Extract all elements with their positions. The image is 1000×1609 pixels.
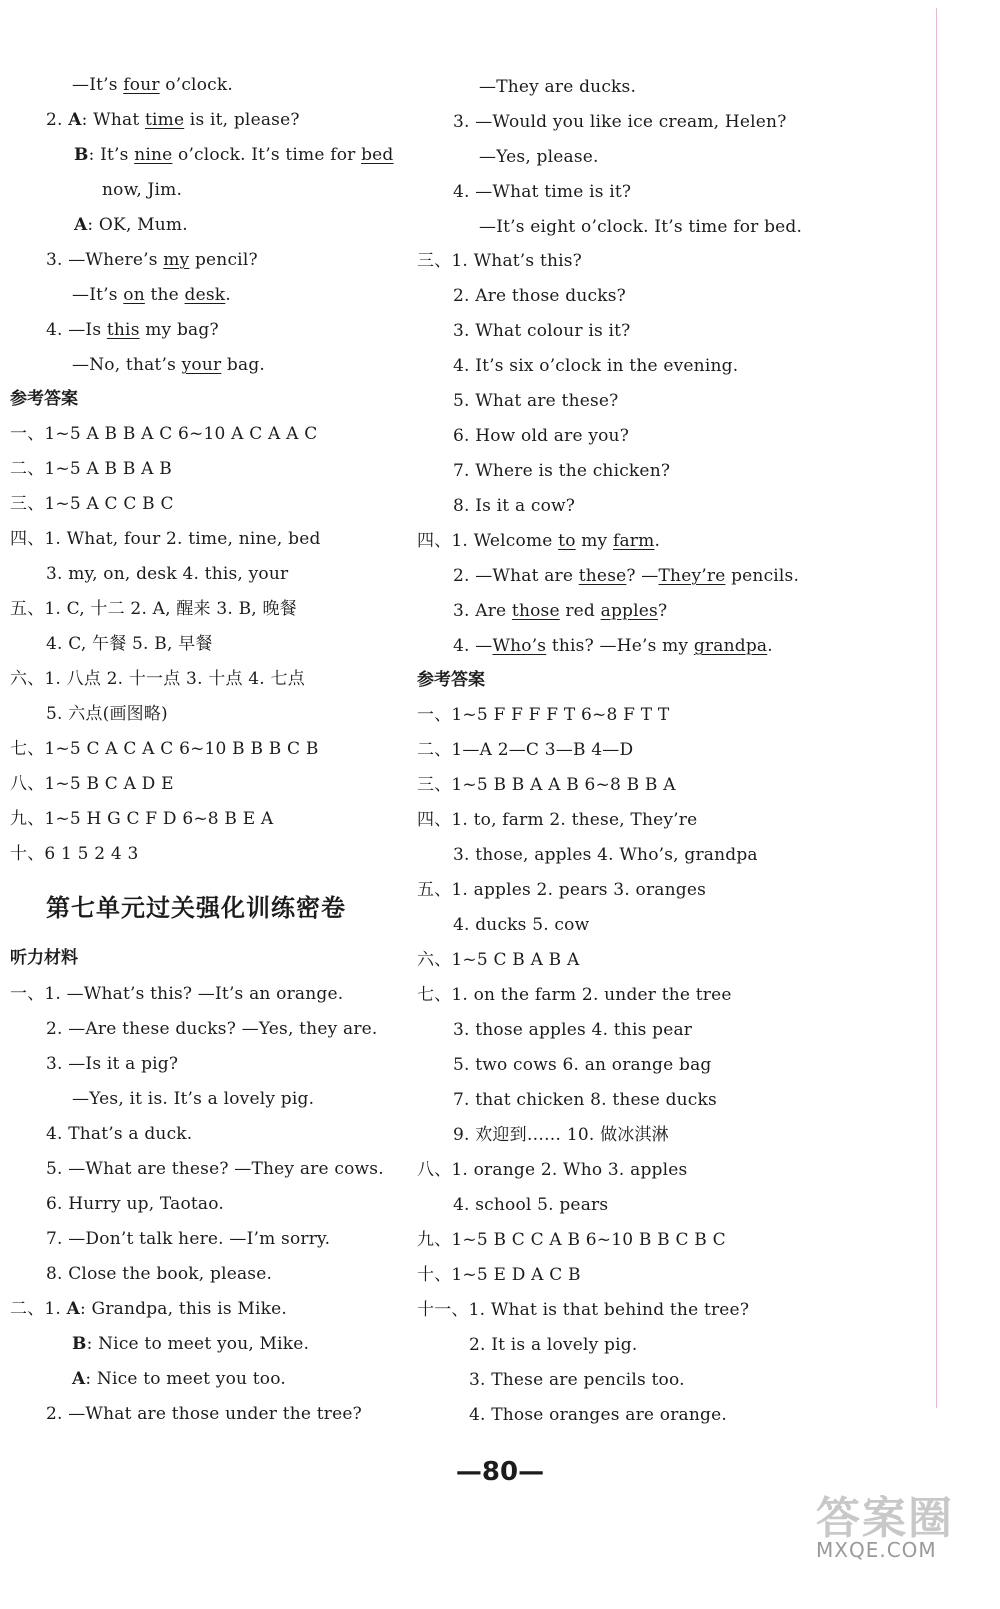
text-line <box>46 563 288 585</box>
filled-answer: grandpa <box>693 636 768 656</box>
text-line <box>453 320 630 342</box>
text-line <box>417 984 732 1006</box>
text-segment: 2. —Are these ducks? —Yes, they are. <box>46 1019 378 1039</box>
text-line <box>10 528 321 550</box>
text-line <box>453 1194 608 1216</box>
text-segment: 一、1~5 A B B A C 6~10 A C A A C <box>10 424 318 444</box>
text-segment: 4. That’s a duck. <box>46 1124 193 1144</box>
text-segment: —They are ducks. <box>479 77 637 97</box>
text-segment: . <box>654 531 661 551</box>
text-line <box>417 250 582 272</box>
text-segment: 5. two cows 6. an orange bag <box>453 1055 712 1075</box>
text-line <box>453 600 667 622</box>
text-line <box>453 111 787 133</box>
text-segment: —It’s <box>72 285 124 305</box>
text-segment: 8. Close the book, please. <box>46 1264 273 1284</box>
text-segment: B <box>72 1334 87 1354</box>
text-line <box>417 704 669 726</box>
text-segment: B <box>74 145 89 165</box>
text-segment: A <box>72 1369 86 1389</box>
text-line <box>72 1368 286 1390</box>
filled-answer: your <box>181 355 222 375</box>
text-segment: 3. my, on, desk 4. this, your <box>46 564 289 584</box>
text-segment: : What <box>81 110 145 130</box>
text-line <box>72 284 231 306</box>
text-segment: 十、6 1 5 2 4 3 <box>10 844 139 864</box>
text-line <box>72 1333 309 1355</box>
text-segment: 2. Are those ducks? <box>453 286 626 306</box>
text-segment: now, Jim. <box>102 180 183 200</box>
text-segment: 六、1~5 C B A B A <box>417 950 580 970</box>
text-segment: 7. that chicken 8. these ducks <box>453 1090 717 1110</box>
text-line <box>453 181 631 203</box>
text-segment: . <box>225 285 231 305</box>
text-segment: 5. 六点(画图略) <box>46 704 168 724</box>
text-segment: 2. —What are those under the tree? <box>46 1404 362 1424</box>
text-line <box>417 949 579 971</box>
text-line <box>417 879 706 901</box>
watermark-chars: 答案圈 <box>816 1493 954 1544</box>
text-segment: 3. —Would you like ice cream, Helen? <box>453 112 787 132</box>
text-segment: o’clock. It’s time for <box>172 145 362 165</box>
text-segment: 三、1. What’s this? <box>417 251 582 271</box>
text-segment: 十一、1. What is that behind the tree? <box>417 1300 750 1320</box>
text-line <box>46 633 213 655</box>
filled-answer: desk <box>184 285 226 305</box>
text-line <box>46 1018 378 1040</box>
text-line <box>479 76 636 98</box>
text-segment: —Yes, it is. It’s a lovely pig. <box>72 1089 315 1109</box>
text-line <box>469 1404 727 1426</box>
text-segment: 4. It’s six o’clock in the evening. <box>453 356 739 376</box>
text-segment: 4. school 5. pears <box>453 1195 609 1215</box>
section-title: 第七单元过关强化训练密卷 <box>46 894 346 922</box>
text-line <box>46 1228 330 1250</box>
text-line <box>74 144 394 166</box>
text-line <box>46 1263 272 1285</box>
text-line <box>46 319 219 341</box>
filled-answer: those <box>511 601 560 621</box>
text-segment: 2. —What are <box>453 566 579 586</box>
text-segment: : OK, Mum. <box>87 215 188 235</box>
text-segment: 6. How old are you? <box>453 426 630 446</box>
text-line <box>417 1264 581 1286</box>
text-segment: 4. —Is <box>46 320 107 340</box>
text-line <box>10 843 139 865</box>
text-segment: 二、1—A 2—C 3—B 4—D <box>417 740 634 760</box>
text-line <box>453 844 758 866</box>
text-line <box>453 495 575 517</box>
text-segment: 六、1. 八点 2. 十一点 3. 十点 4. 七点 <box>10 669 305 689</box>
text-segment: 4. —What time is it? <box>453 182 632 202</box>
text-segment: 五、1. apples 2. pears 3. oranges <box>417 880 707 900</box>
text-line <box>453 1019 692 1041</box>
text-segment: 八、1~5 B C A D E <box>10 774 174 794</box>
text-segment: red <box>559 601 601 621</box>
text-segment: 3. What colour is it? <box>453 321 631 341</box>
text-line <box>453 1124 669 1146</box>
text-line <box>453 355 738 377</box>
text-line <box>479 216 802 238</box>
text-segment: —It’s <box>72 75 124 95</box>
text-segment: bag. <box>221 355 266 375</box>
text-line <box>417 1159 687 1181</box>
text-segment: 2. It is a lovely pig. <box>469 1335 638 1355</box>
text-segment: 二、1~5 A B B A B <box>10 459 172 479</box>
text-line <box>10 1298 287 1320</box>
text-segment: 4. — <box>453 636 493 656</box>
text-segment: 三、1~5 B B A A B 6~8 B B A <box>417 775 676 795</box>
text-segment: 二、1. <box>10 1299 67 1319</box>
text-segment: the <box>144 285 185 305</box>
filled-answer: my <box>163 250 190 270</box>
text-segment: : Grandpa, this is Mike. <box>80 1299 287 1319</box>
filled-answer: this <box>106 320 140 340</box>
filled-answer: four <box>123 75 160 95</box>
section-heading: 听力材料 <box>10 948 78 968</box>
text-line <box>10 983 343 1005</box>
text-line <box>46 109 300 131</box>
text-line <box>72 1088 314 1110</box>
text-segment: 4. ducks 5. cow <box>453 915 590 935</box>
text-line <box>417 1229 726 1251</box>
text-segment: 7. Where is the chicken? <box>453 461 671 481</box>
filled-answer: time <box>144 110 185 130</box>
text-segment: pencil? <box>189 250 258 270</box>
text-segment: 5. What are these? <box>453 391 619 411</box>
text-segment: 3. —Is it a pig? <box>46 1054 179 1074</box>
text-line <box>453 1089 717 1111</box>
text-line <box>10 598 297 620</box>
text-line <box>453 1054 711 1076</box>
watermark-logo <box>812 1478 972 1578</box>
text-line <box>46 1158 384 1180</box>
text-line <box>453 460 670 482</box>
text-segment: 四、1. What, four 2. time, nine, bed <box>10 529 321 549</box>
filled-answer: on <box>123 285 145 305</box>
text-segment: —Yes, please. <box>479 147 599 167</box>
text-line <box>72 74 233 96</box>
text-segment: 一、1~5 F F F F T 6~8 F T T <box>417 705 670 725</box>
text-segment: 3. those, apples 4. Who’s, grandpa <box>453 845 758 865</box>
text-line <box>453 565 799 587</box>
text-segment: 八、1. orange 2. Who 3. apples <box>417 1160 688 1180</box>
filled-answer: Who’s <box>492 636 547 656</box>
text-line <box>10 738 319 760</box>
text-line <box>479 146 599 168</box>
text-segment: —It’s eight o’clock. It’s time for bed. <box>479 217 803 237</box>
text-line <box>10 773 174 795</box>
text-segment: : Nice to meet you, Mike. <box>86 1334 310 1354</box>
text-line <box>46 1193 224 1215</box>
text-segment: my bag? <box>139 320 219 340</box>
text-segment: 七、1~5 C A C A C 6~10 B B B C B <box>10 739 319 759</box>
text-segment: 七、1. on the farm 2. under the tree <box>417 985 732 1005</box>
text-segment: 4. Those oranges are orange. <box>469 1405 727 1425</box>
text-segment: ? — <box>626 566 659 586</box>
text-segment: 3. These are pencils too. <box>469 1370 685 1390</box>
filled-answer: to <box>558 531 576 551</box>
text-line <box>417 774 676 796</box>
text-segment: 7. —Don’t talk here. —I’m sorry. <box>46 1229 331 1249</box>
text-segment: . <box>767 636 773 656</box>
filled-answer: bed <box>361 145 394 165</box>
text-segment: 三、1~5 A C C B C <box>10 494 174 514</box>
text-line <box>10 808 273 830</box>
text-line <box>46 1053 178 1075</box>
text-segment: o’clock. <box>159 75 233 95</box>
filled-answer: these <box>578 566 627 586</box>
text-line <box>453 914 589 936</box>
text-segment: this? —He’s my <box>546 636 694 656</box>
text-line <box>417 530 660 552</box>
text-line <box>469 1334 637 1356</box>
text-line <box>453 285 626 307</box>
text-segment: pencils. <box>725 566 800 586</box>
text-line <box>72 354 265 376</box>
text-segment: —No, that’s <box>72 355 182 375</box>
filled-answer: nine <box>134 145 173 165</box>
text-line <box>453 425 629 447</box>
text-line <box>102 179 182 201</box>
text-line <box>469 1369 685 1391</box>
text-segment: 3. Are <box>453 601 512 621</box>
text-segment: 九、1~5 H G C F D 6~8 B E A <box>10 809 274 829</box>
text-segment: 6. Hurry up, Taotao. <box>46 1194 224 1214</box>
text-segment: 十、1~5 E D A C B <box>417 1265 581 1285</box>
text-segment: A <box>68 110 82 130</box>
watermark-url: MXQE.COM <box>816 1538 937 1562</box>
text-line <box>453 390 618 412</box>
text-segment: ? <box>657 601 668 621</box>
text-line <box>74 214 188 236</box>
text-line <box>10 423 317 445</box>
text-segment: 8. Is it a cow? <box>453 496 576 516</box>
margin-rule <box>936 8 937 1408</box>
text-segment: : Nice to meet you too. <box>85 1369 286 1389</box>
text-segment: A <box>74 215 88 235</box>
text-line <box>46 1123 192 1145</box>
text-line <box>10 458 172 480</box>
filled-answer: They’re <box>658 566 726 586</box>
text-segment: 2. <box>46 110 69 130</box>
text-line <box>46 249 258 271</box>
text-segment: 五、1. C, 十二 2. A, 醒来 3. B, 晚餐 <box>10 599 297 619</box>
text-line <box>46 703 168 725</box>
text-segment: 3. those apples 4. this pear <box>453 1020 693 1040</box>
text-segment: 四、1. Welcome <box>417 531 559 551</box>
text-line <box>417 809 697 831</box>
text-segment: 3. —Where’s <box>46 250 164 270</box>
text-line <box>10 493 174 515</box>
text-segment: 一、1. —What’s this? —It’s an orange. <box>10 984 344 1004</box>
filled-answer: apples <box>600 601 658 621</box>
text-line <box>417 739 633 761</box>
text-segment: 9. 欢迎到…… 10. 做冰淇淋 <box>453 1125 669 1145</box>
text-segment: : It’s <box>88 145 135 165</box>
section-heading: 参考答案 <box>10 389 78 409</box>
text-segment: my <box>575 531 613 551</box>
text-segment: 4. C, 午餐 5. B, 早餐 <box>46 634 213 654</box>
text-line <box>417 1299 749 1321</box>
text-segment: is it, please? <box>184 110 300 130</box>
text-line <box>453 635 773 657</box>
text-segment: 四、1. to, farm 2. these, They’re <box>417 810 698 830</box>
section-heading: 参考答案 <box>417 670 485 690</box>
filled-answer: farm <box>612 531 655 551</box>
text-segment: 九、1~5 B C C A B 6~10 B B C B C <box>417 1230 726 1250</box>
text-segment: A <box>66 1299 81 1319</box>
text-line <box>46 1403 362 1425</box>
text-line <box>10 668 305 690</box>
page-number: —80— <box>455 1457 545 1487</box>
text-segment: 5. —What are these? —They are cows. <box>46 1159 384 1179</box>
